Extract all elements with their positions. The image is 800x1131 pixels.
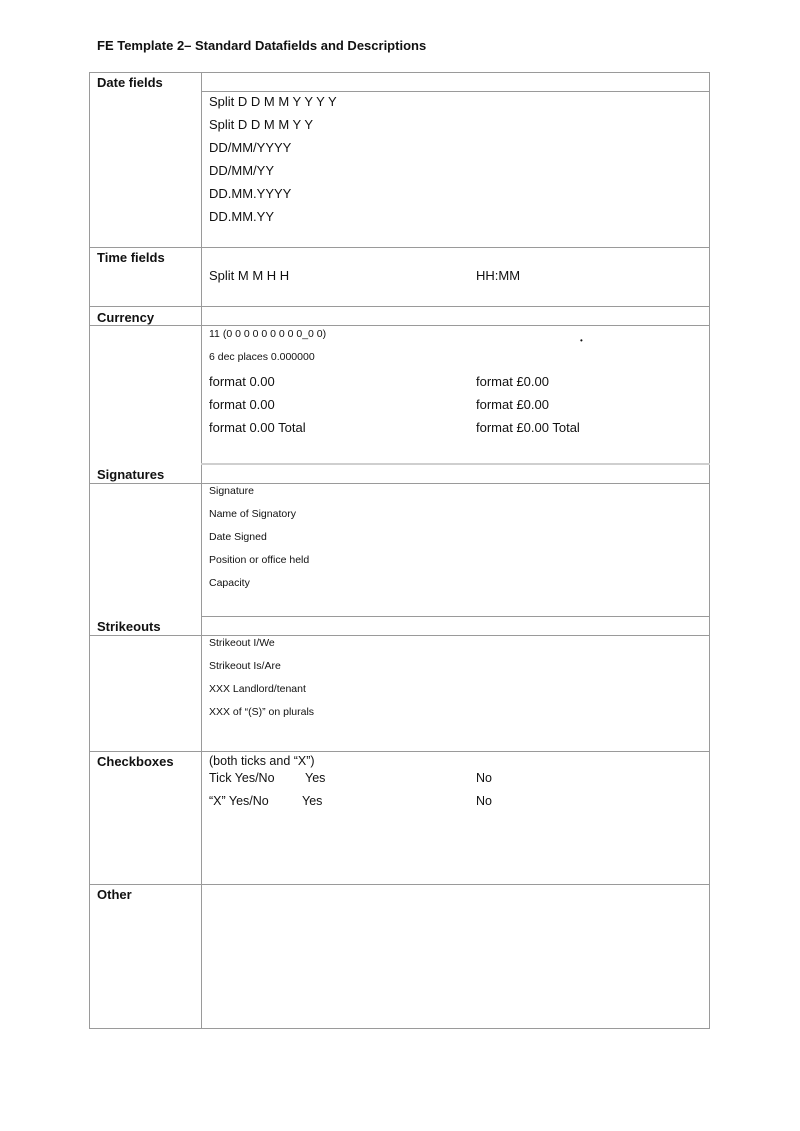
date-format-item: DD.MM.YY (209, 209, 274, 224)
checkbox-row-label: “X” Yes/No (209, 794, 269, 808)
date-format-item: DD/MM/YYYY (209, 140, 292, 155)
row-divider (89, 635, 710, 636)
strikeout-item: Strikeout I/We (209, 637, 275, 649)
time-format-colon: HH:MM (476, 268, 521, 283)
row-divider (89, 325, 710, 326)
section-label-date: Date fields (97, 75, 163, 90)
strikeout-item: Strikeout Is/Are (209, 660, 281, 672)
column-divider (201, 72, 202, 1029)
row-divider (201, 463, 710, 465)
section-label-signatures: Signatures (97, 467, 165, 482)
strikeout-item: XXX of “(S)” on plurals (209, 706, 315, 718)
signature-field-item: Signature (209, 485, 254, 497)
section-label-checkboxes: Checkboxes (97, 754, 174, 769)
section-label-other: Other (97, 887, 132, 902)
row-divider (201, 616, 710, 617)
currency-format-right: format £0.00 (476, 397, 549, 412)
strikeout-item: XXX Landlord/tenant (209, 683, 306, 695)
row-divider (89, 306, 710, 307)
currency-format-left: format 0.00 (209, 374, 275, 389)
row-divider (89, 483, 710, 484)
checkbox-row-label: Tick Yes/No (209, 771, 275, 785)
signature-field-item: Name of Signatory (209, 508, 296, 520)
date-format-item: DD/MM/YY (209, 163, 274, 178)
row-divider (89, 247, 710, 248)
datafields-table (89, 72, 710, 1029)
currency-format-left: format 0.00 (209, 397, 275, 412)
section-label-currency: Currency (97, 310, 155, 325)
checkbox-no-label: No (476, 794, 492, 808)
row-divider (89, 884, 710, 885)
date-format-item: Split D D M M Y Y (209, 117, 314, 132)
checkbox-yes-label: Yes (302, 794, 323, 808)
section-label-time: Time fields (97, 250, 165, 265)
currency-format-left: format 0.00 Total (209, 420, 306, 435)
signature-field-item: Capacity (209, 577, 250, 589)
signature-field-item: Position or office held (209, 554, 310, 566)
section-label-strikeouts: Strikeouts (97, 619, 161, 634)
currency-format-right: format £0.00 Total (476, 420, 580, 435)
page-title: FE Template 2– Standard Datafields and Descriptions (97, 38, 427, 53)
currency-decimal-places: 6 dec places 0.000000 (209, 351, 315, 363)
checkbox-no-label: No (476, 771, 492, 785)
date-format-item: DD.MM.YYYY (209, 186, 292, 201)
signature-field-item: Date Signed (209, 531, 267, 543)
date-format-item: Split D D M M Y Y Y Y (209, 94, 337, 109)
row-divider (201, 91, 710, 92)
row-divider (89, 751, 710, 752)
checkbox-yes-label: Yes (305, 771, 326, 785)
currency-digits: 11 (0 0 0 0 0 0 0 0 0_0 0) (209, 328, 327, 340)
checkbox-note: (both ticks and “X”) (209, 754, 315, 768)
time-format-split: Split M M H H (209, 268, 290, 283)
currency-format-right: format £0.00 (476, 374, 549, 389)
stray-dot-mark: • (580, 336, 583, 345)
